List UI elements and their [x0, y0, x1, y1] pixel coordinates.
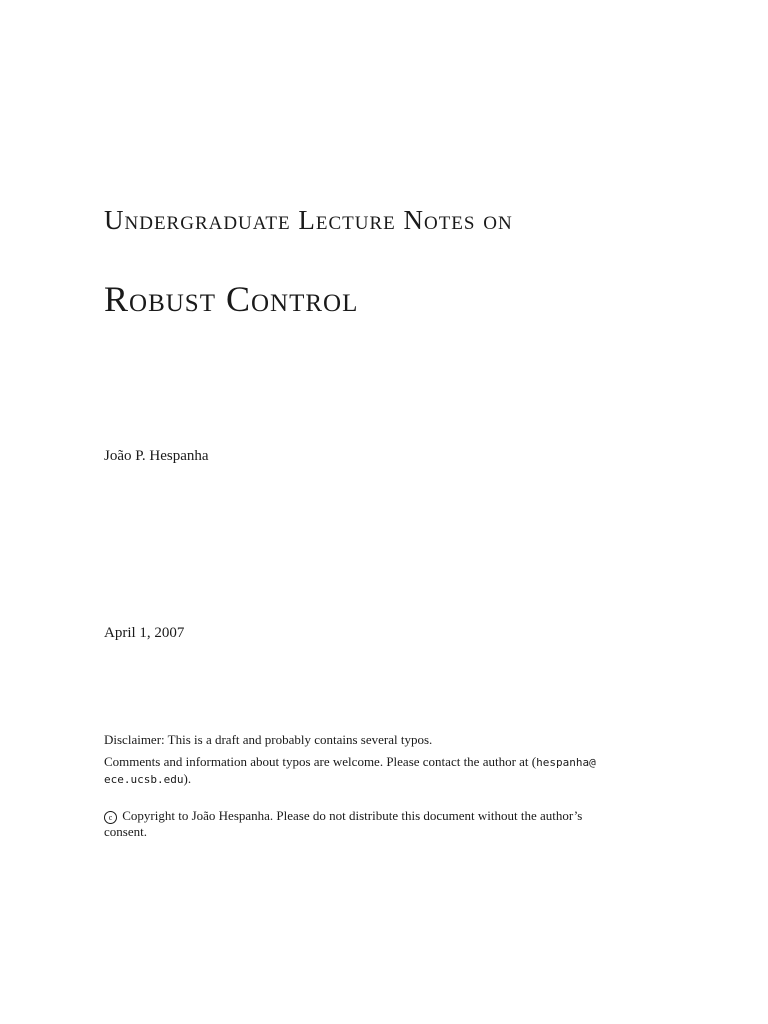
author-name: João P. Hespanha	[104, 448, 209, 464]
document-date: April 1, 2007	[104, 625, 185, 641]
notes-block	[104, 732, 624, 846]
document-title: Robust Control	[104, 279, 359, 319]
document-subtitle: Undergraduate Lecture Notes on	[104, 205, 513, 235]
comments-text	[104, 754, 624, 788]
contact-email-part2: ece.ucsb.edu	[104, 773, 184, 786]
comments-suffix: ).	[183, 771, 192, 786]
copyright-icon: c	[104, 811, 117, 824]
copyright-text	[104, 808, 624, 840]
copyright-statement: Copyright to João Hespanha. Please do not distribute this document without the author’s consent.	[104, 808, 583, 839]
comments-prefix: Comments and information about typos are welcome. Please contact the author at (	[104, 754, 537, 769]
contact-email-part1: hespanha@	[536, 756, 596, 769]
disclaimer-text: Disclaimer: This is a draft and probably contains several typos.	[104, 732, 433, 747]
